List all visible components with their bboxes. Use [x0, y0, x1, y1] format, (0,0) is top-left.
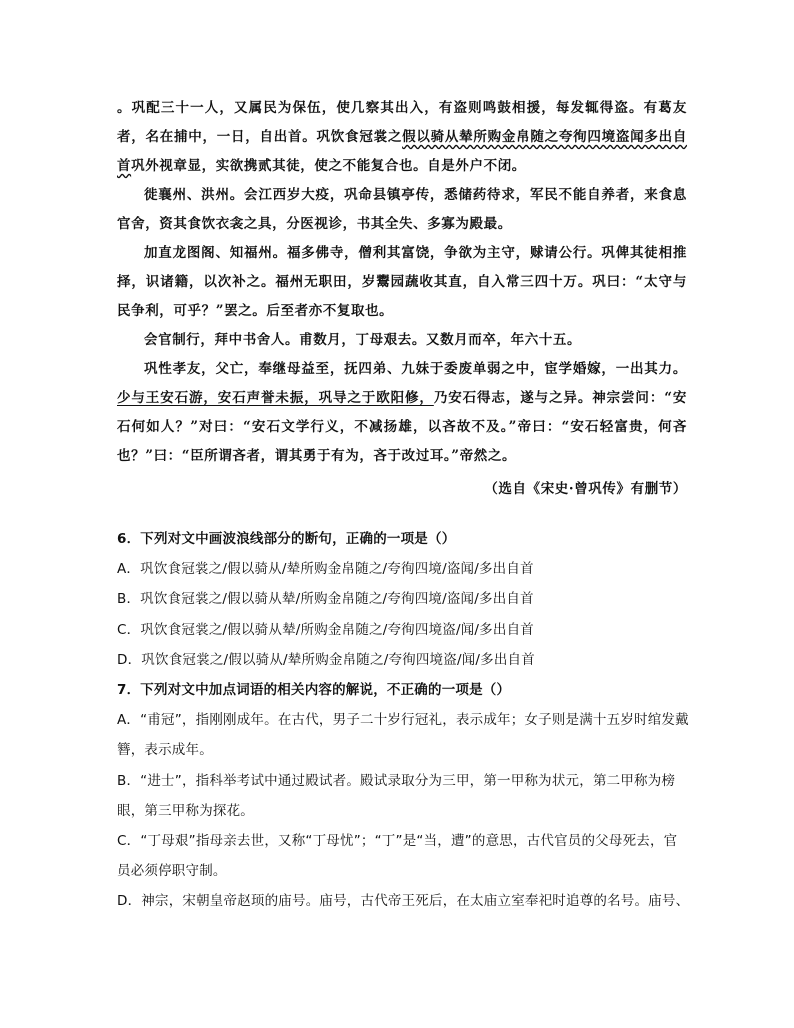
question-7-option-d: D．神宗，宋朝皇帝赵顼的庙号。庙号，古代帝王死后，在太庙立室奉祀时追尊的名号。庙号、	[117, 893, 690, 910]
question-7-option-c: C．“丁母艰”指母亲去世，又称“丁母忧”；“丁”是“当，遭”的意思，古代官员的父母死去，官员必须停职守制。	[117, 833, 678, 880]
passage-paragraph-2: 徙襄州、洪州。会江西岁大疫，巩命县镇亭传，悉储药待求，军民不能自养者，来食息官舍，资其食饮衣衾之具，分医视诊，书其全失、多寡为殿最。	[117, 187, 687, 232]
question-7-option-b: B．“进士”，指科举考试中通过殿试者。殿试录取分为三甲，第一甲称为状元，第二甲称为榜眼，第三甲称为探花。	[117, 772, 676, 819]
underlined-text: 少与王安石游，安石声誉未振，巩导之于欧阳修，	[117, 390, 434, 406]
passage-source: （选自《宋史·曾巩传》有删节）	[484, 481, 687, 497]
passage-paragraph-3: 加直龙图阁、知福州。福多佛寺，僧利其富饶，争欲为主守，赇请公行。巩俾其徒相推择，识诸籍，以次补之。福州无职田，岁鬻园蔬收其直，自入常三四十万。巩曰：“太守与民争利，可乎？”罢之。后至者亦不复取也。	[117, 245, 687, 319]
passage-paragraph-5	[117, 355, 687, 471]
passage-text: 巩外视章显，实欲携贰其徒，使之不能复合也。自是外户不闭。	[131, 158, 526, 174]
question-6-option-a: A．巩饮食冠裳之/假以骑从/辇所购金帛随之/夸徇四境/盗闻/多出自首	[117, 561, 534, 578]
question-6-option-b: B．巩饮食冠裳之/假以骑从辇/所购金帛随之/夸徇四境/盗闻/多出自首	[117, 591, 534, 608]
reading-passage	[117, 94, 687, 504]
question-6-option-d: D．巩饮食冠裳之/假以骑从/辇所购金帛随之/夸徇四境盗/闻/多出自首	[117, 651, 535, 668]
question-6-option-c: C．巩饮食冠裳之/假以骑从辇/所购金帛随之/夸徇四境盗/闻/多出自首	[117, 621, 534, 638]
passage-paragraph-4: 会官制行，拜中书舍人。甫数月，丁母艰去。又数月而卒，年六十五。	[144, 332, 582, 348]
passage-paragraph-1	[117, 94, 687, 181]
wavy-underlined-text: 假以骑从辇所购金帛随之夸徇四境盗闻多出自首	[117, 129, 688, 174]
question-6-stem: 6．下列对文中画波浪线部分的断句，正确的一项是（）	[117, 531, 456, 547]
question-7-stem: 7．下列对文中加点词语的相关内容的解说，不正确的一项是（）	[117, 682, 511, 699]
passage-text: 。巩配三十一人，又属民为保伍，使几察其出入，有盗则鸣鼓相援，每发辄得盗。有葛友者，名在捕中，一日，自出首。巩饮食冠裳之	[117, 100, 687, 145]
question-7-option-a: A．“甫冠”，指刚刚成年。在古代，男子二十岁行冠礼，表示成年；女子则是满十五岁时绾发戴簪，表示成年。	[117, 712, 689, 759]
passage-text: 巩性孝友，父亡，奉继母益至，抚四弟、九妹于委废单弱之中，宦学婚嫁，一出其力。	[144, 361, 687, 377]
question-section	[117, 524, 691, 917]
passage-text: 乃安石得志，遂与之异。神宗尝问：“安石何如人？”对曰：“安石文学行义，不减扬雄，以吝故不及。”帝曰：“安石轻富贵，何吝也？”曰：“臣所谓吝者，谓其勇于有为，吝于改过耳。”帝然之。	[117, 390, 687, 464]
